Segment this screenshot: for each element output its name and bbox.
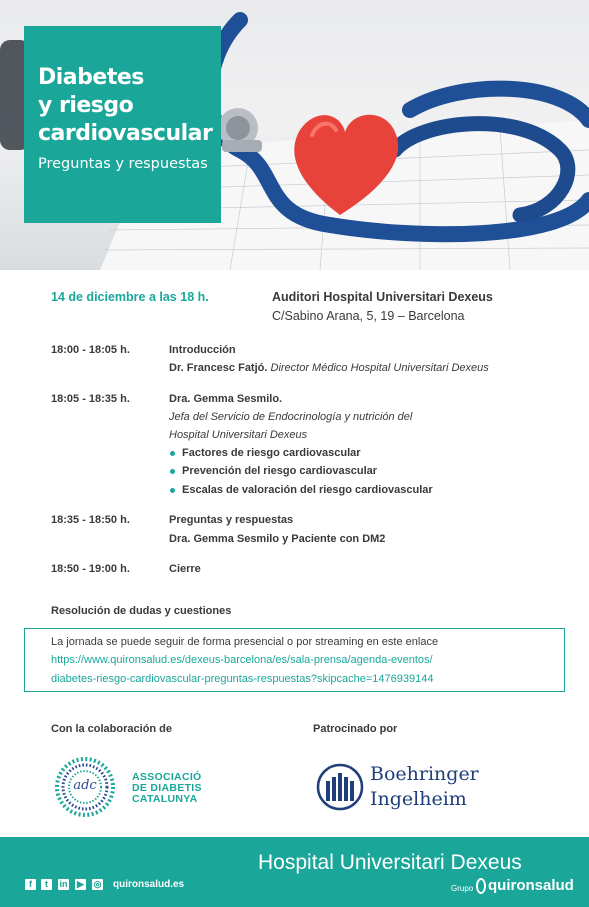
boehringer-line-2: Ingelheim [370,788,467,810]
bullet-item: Factores de riesgo cardiovascular [182,447,361,459]
adc-logo [54,756,116,818]
streaming-link-line-2[interactable]: diabetes-riesgo-cardiovascular-preguntas-respuestas?skipcache=1476939144 [51,673,434,685]
speaker-role-line-2: Hospital Universitari Dexeus [169,429,308,441]
agenda-speaker [169,362,489,374]
questions-heading: Resolución de dudas y cuestiones [51,605,232,617]
facebook-icon[interactable]: f [25,879,36,890]
event-date: 14 de diciembre a las 18 h. [51,290,209,304]
twitter-icon[interactable]: t [41,879,52,890]
quironsalud-name: quironsalud [488,877,574,894]
bullet-item: Escalas de valoración del riesgo cardiovascular [182,484,433,496]
youtube-icon[interactable]: ▶ [75,879,86,890]
adc-line-3: CATALUNYA [132,793,198,805]
footer-group-label: Grupo [451,884,474,893]
streaming-link-line-1[interactable]: https://www.quironsalud.es/dexeus-barcelona/es/sala-prensa/agenda-eventos/ [51,654,433,666]
agenda-time: 18:50 - 19:00 h. [51,563,130,575]
agenda-title: Introducción [169,344,236,356]
agenda-title: Preguntas y respuestas [169,514,294,526]
collaboration-label: Con la colaboración de [51,723,173,735]
footer-group-logo [476,877,574,894]
title-line-2: y riesgo [38,93,134,118]
event-address: C/Sabino Arana, 5, 19 – Barcelona [272,309,465,323]
adc-initials: adc [73,778,97,793]
speaker-role: Director Médico Hospital Universitari Dexeus [270,362,489,374]
quironsalud-mark-icon [476,878,486,894]
footer-website-link[interactable]: quironsalud.es [113,879,185,890]
adc-line-2: DE DIABETIS [132,782,202,794]
title-line-1: Diabetes [38,65,144,90]
adc-line-1: ASSOCIACIÓ [132,771,202,783]
boehringer-line-1: Boehringer [370,763,479,785]
bullet-item: Prevención del riesgo cardiovascular [182,465,378,477]
hero-image [0,0,589,270]
agenda-time: 18:00 - 18:05 h. [51,344,130,356]
sponsor-label: Patrocinado por [313,723,398,735]
title-line-3: cardiovascular [38,121,213,146]
speaker-role-line-1: Jefa del Servicio de Endocrinología y nutrición del [169,411,413,423]
agenda-speaker: Dra. Gemma Sesmilo y Paciente con DM2 [169,533,386,545]
linkedin-icon[interactable]: in [59,879,68,889]
streaming-text: La jornada se puede seguir de forma presencial o por streaming en este enlace [51,636,439,648]
agenda-time: 18:05 - 18:35 h. [51,393,130,405]
speaker-name: Dr. Francesc Fatjó. [169,362,268,374]
event-venue: Auditori Hospital Universitari Dexeus [272,290,493,304]
agenda-title: Dra. Gemma Sesmilo. [169,393,283,405]
instagram-icon[interactable]: ◎ [93,879,102,889]
agenda-time: 18:35 - 18:50 h. [51,514,130,526]
title-box [24,26,221,223]
footer-hospital-name: Hospital Universitari Dexeus [258,851,522,874]
subtitle: Preguntas y respuestas [38,156,208,172]
boehringer-logo-icon [316,763,364,811]
agenda-title: Cierre [169,563,201,575]
